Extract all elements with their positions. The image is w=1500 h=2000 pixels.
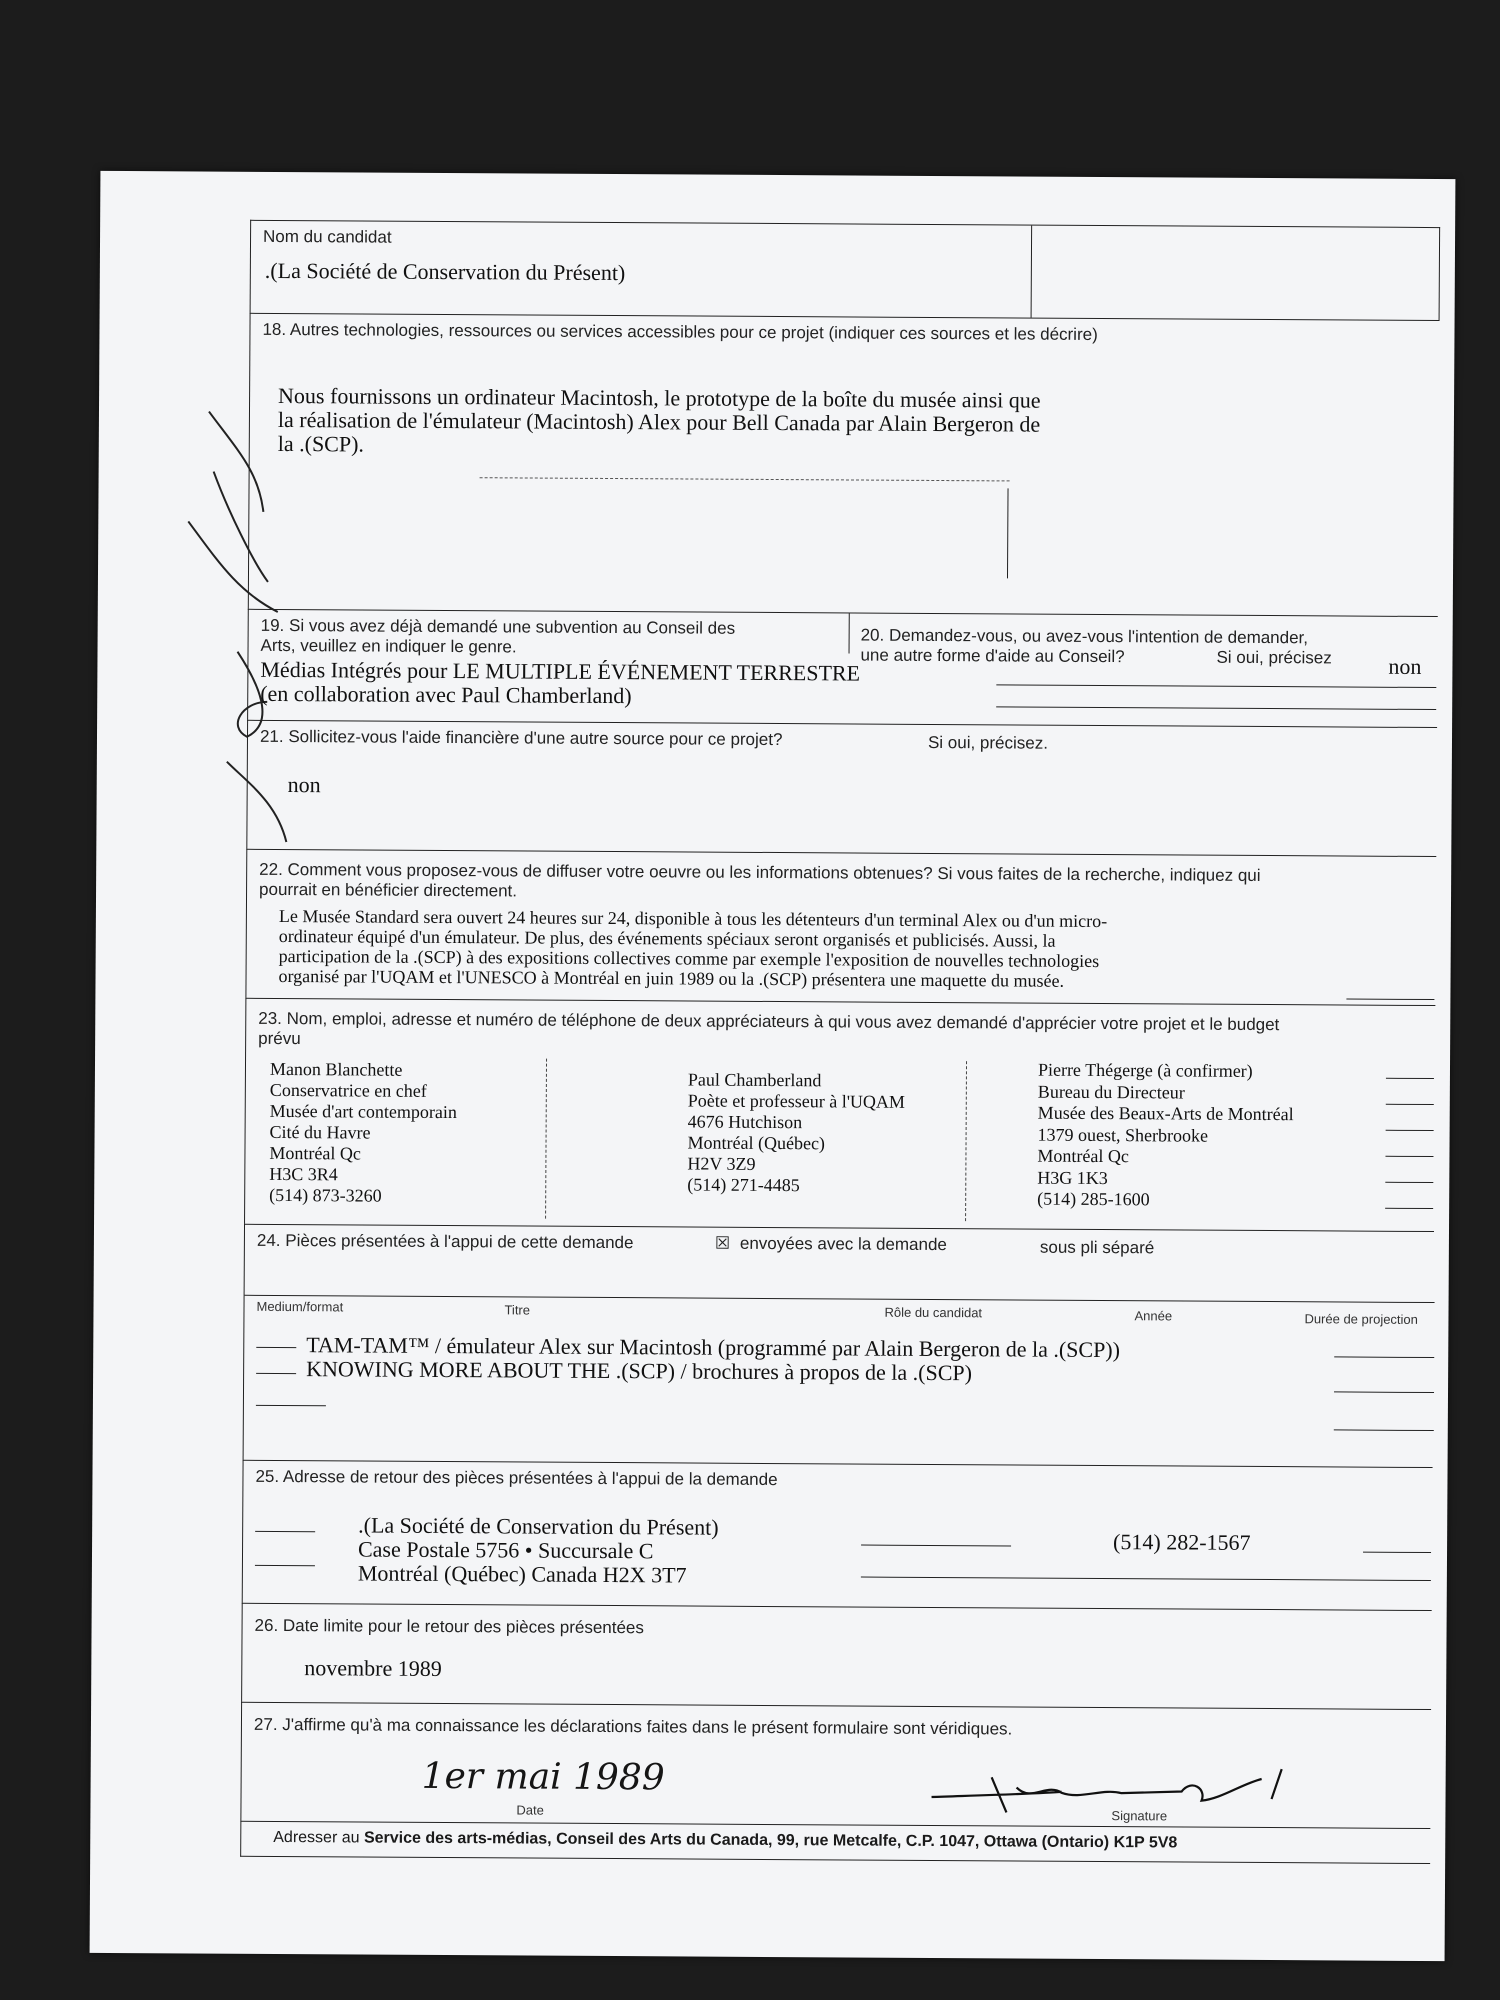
reference-2-line: Poète et professeur à l'UQAM	[687, 1090, 906, 1112]
q26-answer: novembre 1989	[304, 1655, 442, 1681]
reference-3-line: Pierre Thégerge (à confirmer)	[1037, 1059, 1253, 1081]
reference-3-line: Musée des Beaux-Arts de Montréal	[1037, 1102, 1294, 1125]
q24-col-medium: Medium/format	[256, 1298, 344, 1315]
reference-3	[1037, 1060, 1294, 1212]
header-divider	[1031, 226, 1033, 318]
q23-label-line-1: 23. Nom, emploi, adresse et numéro de téléphone de deux appréciateurs à qui vous avez demandé d'apprécier votre projet et le budget	[258, 1008, 1280, 1035]
reference-2-line: H2V 3Z9	[687, 1153, 756, 1174]
q23-blank	[1386, 1104, 1434, 1105]
q25-blank	[255, 1565, 315, 1566]
q24-col-annee: Année	[1134, 1308, 1173, 1324]
q25-address-line-1: .(La Société de Conservation du Présent)	[358, 1512, 719, 1540]
q22-label-line-2: pourrait en bénéficier directement.	[259, 879, 518, 901]
reference-1-line: (514) 873-3260	[269, 1184, 382, 1206]
q24-col-titre: Titre	[504, 1302, 531, 1318]
q22-answer-line-3: participation de la .(SCP) à des expositions collectives comme par exemple l'exposition de nouvelles technologies	[278, 945, 1100, 971]
reference-1-line: Conservatrice en chef	[269, 1079, 427, 1101]
q18-line-3: la .(SCP).	[277, 430, 365, 457]
q27-date-value: 1er mai 1989	[421, 1755, 665, 1799]
q18-mark	[1007, 488, 1009, 578]
q22-answer-line-1: Le Musée Standard sera ouvert 24 heures sur 24, disponible à tous les détenteurs d'un terminal Alex ou d'un micro-	[278, 905, 1108, 932]
q22-answer-line-4: organisé par l'UQAM et l'UNESCO à Montréal en juin 1989 ou la .(SCP) présentera une maquette du musée.	[278, 965, 1065, 991]
q24-item-1: TAM-TAM™ / émulateur Alex sur Macintosh (programmé par Alain Bergeron de la .(SCP))	[306, 1332, 1121, 1363]
q25-blank	[1363, 1552, 1431, 1553]
reference-1-line: Manon Blanchette	[269, 1058, 403, 1080]
q19-answer-line-1: Médias Intégrés pour LE MULTIPLE ÉVÉNEMENT TERRESTRE	[260, 656, 861, 686]
q19-answer-line-2: (en collaboration avec Paul Chamberland)	[260, 680, 632, 709]
q26-section	[241, 1603, 1432, 1709]
reference-3-line: Montréal Qc	[1037, 1145, 1129, 1167]
q22-blank-line	[1346, 999, 1434, 1001]
reference-3-line: H3G 1K3	[1037, 1167, 1108, 1188]
q25-phone: (514) 282-1567	[1113, 1529, 1251, 1555]
q23-divider-2	[965, 1061, 967, 1221]
q23-divider-1	[545, 1059, 547, 1219]
q25-blank	[861, 1545, 1011, 1547]
application-form	[240, 220, 1440, 1864]
q18-line-2: la réalisation de l'émulateur (Macintosh) Alex pour Bell Canada par Alain Bergeron de	[277, 406, 1041, 437]
q25-blank	[255, 1531, 315, 1532]
q20-answer: non	[1388, 653, 1422, 679]
q23-blank	[1386, 1130, 1434, 1131]
q21-answer: non	[287, 772, 321, 798]
q25-blank	[861, 1577, 1431, 1581]
reference-1-line: Musée d'art contemporain	[269, 1100, 457, 1123]
q23-blank	[1385, 1182, 1433, 1183]
q24-option-sent: envoyées avec la demande	[739, 1233, 947, 1255]
q25-address-line-3: Montréal (Québec) Canada H2X 3T7	[357, 1560, 687, 1588]
q19-label-line-2: Arts, veuillez en indiquer le genre.	[260, 635, 517, 657]
q20-answer-line-1	[996, 684, 1436, 688]
q24-checkbox: ☒	[714, 1233, 731, 1253]
q18-line-1: Nous fournissons un ordinateur Macintosh, le prototype de la boîte du musée ainsi que	[278, 382, 1041, 413]
q20-si-oui: Si oui, précisez	[1216, 647, 1332, 668]
footer-prefix: Adresser au	[273, 1828, 365, 1847]
form-sheet	[90, 171, 1456, 1961]
q24-option-separate: sous pli séparé	[1039, 1237, 1155, 1258]
reference-3-line: 1379 ouest, Sherbrooke	[1037, 1124, 1209, 1146]
q18-label: 18. Autres technologies, ressources ou services accessibles pour ce projet (indiquer ces sources et les décrire)	[262, 319, 1098, 344]
footer-row	[240, 1821, 1430, 1864]
q27-date-caption: Date	[516, 1802, 544, 1818]
q24-label: 24. Pièces présentées à l'appui de cette demande	[256, 1230, 634, 1253]
q24-blank	[256, 1405, 326, 1406]
reference-2-line: Montréal (Québec)	[687, 1132, 826, 1154]
reference-2-line: 4676 Hutchison	[687, 1111, 803, 1133]
q23-section	[244, 998, 1435, 1231]
q20-label-line-2: une autre forme d'aide au Conseil?	[860, 645, 1125, 667]
reference-3-line: Bureau du Directeur	[1037, 1081, 1185, 1103]
reference-1	[269, 1059, 457, 1207]
candidate-name-label: Nom du candidat	[263, 226, 392, 247]
q24-col-duree: Durée de projection	[1304, 1311, 1418, 1327]
q23-blank	[1385, 1156, 1433, 1157]
q24-section	[243, 1224, 1434, 1467]
q20-answer-line-2	[996, 706, 1436, 710]
q27-label: 27. J'affirme qu'à ma connaissance les déclarations faites dans le présent formulaire sont véridiques.	[253, 1714, 1013, 1739]
q26-label: 26. Date limite pour le retour des pièces présentées	[254, 1615, 644, 1638]
q24-blank	[1334, 1429, 1434, 1431]
q18-section	[248, 313, 1440, 616]
q24-blank	[256, 1347, 296, 1348]
q23-label-line-2: prévu	[258, 1028, 301, 1049]
q18-faint-line	[480, 477, 1010, 481]
q20-label-line-1: 20. Demandez-vous, ou avez-vous l'intention de demander,	[860, 625, 1309, 648]
reference-3-line: (514) 285-1600	[1037, 1188, 1150, 1210]
candidate-name-value: .(La Société de Conservation du Présent)	[264, 257, 626, 286]
q22-answer-line-2: ordinateur équipé d'un émulateur. De plus, des événements spéciaux seront organisés et publicisés. Aussi, la	[278, 925, 1056, 951]
q21-label: 21. Sollicitez-vous l'aide financière d'une autre source pour ce projet?	[259, 726, 783, 750]
reference-2	[687, 1069, 905, 1196]
q22-section	[245, 849, 1436, 1005]
q27-section	[240, 1702, 1431, 1828]
q19-q20-divider	[849, 613, 850, 653]
q25-label: 25. Adresse de retour des pièces présentées à l'appui de la demande	[255, 1466, 778, 1490]
q21-section	[246, 720, 1437, 856]
q24-col-role: Rôle du candidat	[884, 1304, 983, 1321]
q24-item-2: KNOWING MORE ABOUT THE .(SCP) / brochures à propos de la .(SCP)	[306, 1356, 973, 1386]
q24-blank	[1334, 1356, 1434, 1358]
q25-section	[242, 1460, 1433, 1610]
q25-address-line-2: Case Postale 5756 • Succursale C	[357, 1536, 654, 1564]
reference-2-line: (514) 271-4485	[687, 1174, 800, 1196]
q24-header-rule	[245, 1295, 1435, 1303]
q27-signature-caption: Signature	[1111, 1808, 1168, 1824]
q23-blank	[1385, 1208, 1433, 1209]
reference-1-line: H3C 3R4	[269, 1163, 338, 1185]
reference-1-line: Montréal Qc	[269, 1142, 361, 1164]
reference-2-line: Paul Chamberland	[687, 1069, 822, 1091]
q22-label-line-1: 22. Comment vous proposez-vous de diffuser votre oeuvre ou les informations obtenues? Si vous faites de la recherche, indiquez qui	[259, 859, 1261, 885]
footer-bold: Service des arts-médias, Conseil des Arts du Canada, 99, rue Metcalfe, C.P. 1047, Ottawa (Ontario) K1P 5V8	[363, 1829, 1178, 1852]
q19-q20-section	[247, 609, 1438, 727]
q23-blank	[1386, 1078, 1434, 1079]
footer-address	[273, 1829, 1177, 1853]
q24-blank	[256, 1373, 296, 1374]
q24-blank	[1334, 1391, 1434, 1393]
q19-label-line-1: 19. Si vous avez déjà demandé une subvention au Conseil des	[260, 615, 736, 638]
q21-si-oui: Si oui, précisez.	[927, 732, 1049, 753]
candidate-name-row	[250, 220, 1441, 320]
reference-1-line: Cité du Havre	[269, 1121, 371, 1143]
